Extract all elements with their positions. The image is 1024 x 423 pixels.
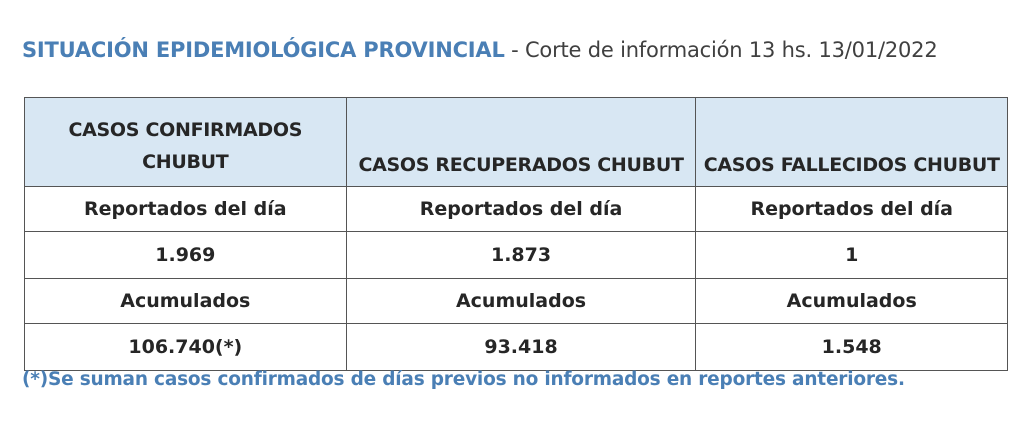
table-row-cumulative-label	[25, 279, 1008, 324]
header-deceased: CASOS FALLECIDOS CHUBUT	[696, 98, 1008, 187]
deceased-daily-label: Reportados del día	[696, 187, 1008, 232]
table-row-daily-values	[25, 232, 1008, 279]
header-confirmed: CASOS CONFIRMADOS CHUBUT	[25, 98, 347, 187]
recovered-cumulative-label: Acumulados	[346, 279, 696, 324]
confirmed-cumulative-label: Acumulados	[25, 279, 347, 324]
confirmed-cumulative-value: 106.740(*)	[25, 324, 347, 371]
confirmed-daily-value: 1.969	[25, 232, 347, 279]
recovered-daily-label: Reportados del día	[346, 187, 696, 232]
page-header	[22, 38, 938, 62]
deceased-daily-value: 1	[696, 232, 1008, 279]
deceased-cumulative-label: Acumulados	[696, 279, 1008, 324]
recovered-cumulative-value: 93.418	[346, 324, 696, 371]
deceased-cumulative-value: 1.548	[696, 324, 1008, 371]
cases-table	[24, 97, 1008, 371]
footnote: (*)Se suman casos confirmados de días previos no informados en reportes anteriores.	[22, 369, 905, 390]
page-title: SITUACIÓN EPIDEMIOLÓGICA PROVINCIAL	[22, 38, 505, 62]
report-cutoff: - Corte de información 13 hs. 13/01/2022	[504, 38, 938, 62]
table-row-daily-label	[25, 187, 1008, 232]
table-row-cumulative-values	[25, 324, 1008, 371]
recovered-daily-value: 1.873	[346, 232, 696, 279]
table-header-row	[25, 98, 1008, 187]
confirmed-daily-label: Reportados del día	[25, 187, 347, 232]
header-recovered: CASOS RECUPERADOS CHUBUT	[346, 98, 696, 187]
